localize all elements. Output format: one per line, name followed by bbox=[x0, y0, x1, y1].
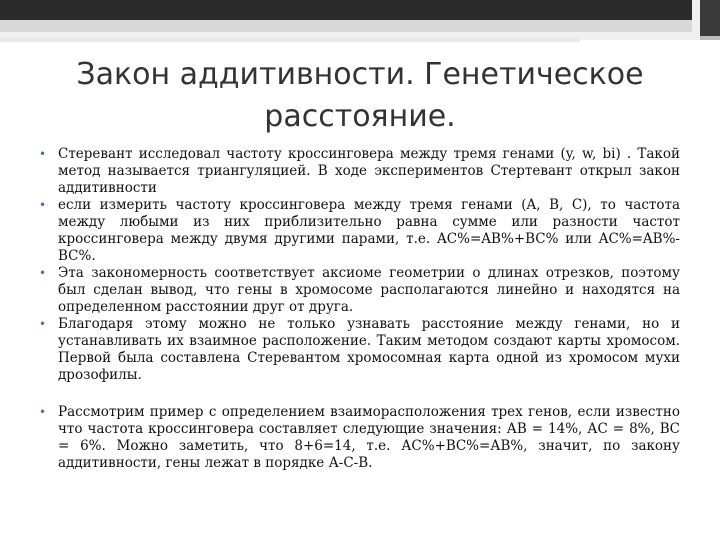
bullet-text: если измерить частоту кроссинговера между тремя генами (A, B, C), то частота между любыми из них приблизительно равна сумме или разности частот кроссинговера между двумя другими парами, т.е. AC%=AB%+BC% или AC%=AB%-BC%. bbox=[58, 197, 680, 264]
header-dark-band bbox=[0, 0, 692, 20]
bullet-item bbox=[36, 146, 680, 197]
slide-title bbox=[60, 54, 660, 138]
bullet-dot-icon: • bbox=[39, 405, 47, 419]
bullet-text: Рассмотрим пример с определением взаиморасположения трех генов, если известно что частота кроссинговера составляет следующие значения: АВ = 14%, АС = 8%, ВС = 6%. Можно заметить, что 8+6=14, т.е. АС%+ВС%=АВ%, значит, по закону аддитивности, гены лежат в порядке А-С-В. bbox=[58, 404, 680, 471]
bullet-item bbox=[36, 197, 680, 265]
bullet-dot-icon: • bbox=[39, 147, 47, 161]
header-gray-band bbox=[0, 20, 692, 32]
title-rule bbox=[0, 38, 580, 42]
bullet-text: Эта закономерность соответствует аксиоме геометрии о длинах отрезков, поэтому был сделан вывод, что гены в хромосоме располагаются линейно и находятся на определенном расстоянии друг от друга. bbox=[58, 265, 680, 315]
slide-header-bar bbox=[0, 0, 720, 40]
bullet-text: Стеревант исследовал частоту кроссинговера между тремя генами (y, w, bi) . Такой метод называется триангуляцией. В ходе экспериментов Стертевант открыл закон аддитивности bbox=[58, 146, 680, 196]
bullet-dot-icon: • bbox=[39, 317, 47, 331]
bullet-dot-icon: • bbox=[39, 266, 47, 280]
header-corner-accent bbox=[700, 36, 720, 40]
bullet-item bbox=[36, 265, 680, 316]
bullet-item bbox=[36, 404, 680, 472]
bullet-list bbox=[36, 146, 680, 472]
bullet-dot-icon: • bbox=[39, 198, 47, 212]
slide-title-line-1: Закон аддитивности. Генетическое bbox=[76, 57, 644, 92]
slide-title-line-2: расстояние. bbox=[264, 99, 456, 134]
header-corner-block bbox=[700, 0, 720, 40]
bullet-item bbox=[36, 316, 680, 384]
slide-body bbox=[36, 146, 680, 472]
bullet-text: Благодаря этому можно не только узнавать расстояние между генами, но и устанавливать их взаимное расположение. Таким методом создают карты хромосом. Первой была составлена Стеревантом хромосомная карта одной из хромосом мухи дрозофилы. bbox=[58, 316, 680, 383]
